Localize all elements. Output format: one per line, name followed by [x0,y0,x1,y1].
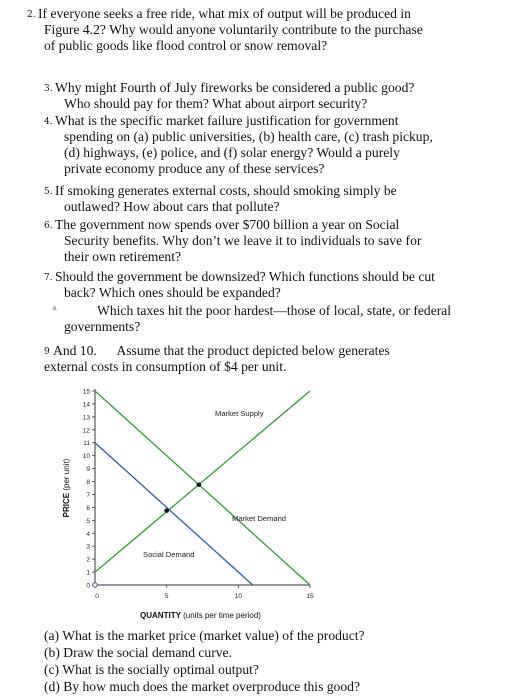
x-axis-label-bold: QUANTITY [140,611,181,620]
question-line: If smoking generates external costs, should smoking simply be [55,183,397,198]
y-tick-label: 8 [86,479,90,487]
x-tick-label: 0 [95,593,99,600]
question-number: 8. [53,306,58,312]
question-line: The government now spends over $700 billion a year on Social [55,217,400,232]
question-line: private economy produce any of these services? [64,161,325,176]
y-tick-label: 7 [86,491,90,499]
series-label: Market Supply [215,409,264,418]
y-tick-label: 4 [86,530,90,538]
y-tick-label: 2 [86,556,90,564]
y-tick-label: 12 [82,427,90,435]
question-number: 7. [44,273,53,283]
question-line: Figure 4.2? Why would anyone voluntarily contribute to the purchase [44,22,423,37]
question-number: 3. [44,84,53,94]
sub-question-b: (b) Draw the social demand curve. [44,645,232,660]
y-tick-label: 5 [86,517,90,525]
question-line: back? Which ones should be expanded? [64,285,281,300]
question-line: outlawed? How about cars that pollute? [64,199,280,214]
x-axis-label-rest: (units per time period) [180,611,261,620]
y-axis-label-rest: (per unit) [62,458,71,493]
question-line: And 10. Assume that the product depicted below generates [53,343,390,358]
series-label: Social Demand [143,550,195,559]
x-axis-label [140,611,261,620]
question-line: external costs in consumption of $4 per unit. [44,359,287,374]
y-tick-label: 0 [86,582,90,590]
x-tick-label: 15 [306,593,314,600]
y-tick-label: 6 [86,504,90,512]
series-line-social-demand [95,443,253,585]
question-line: Security benefits. Why don’t we leave it to individuals to save for [64,233,422,248]
question-number: 5. [44,187,53,197]
question-number: 4. [44,117,53,127]
y-tick-label: 3 [86,543,90,551]
y-tick-label: 14 [82,401,90,409]
question-line: Should the government be downsized? Which functions should be cut [55,269,435,284]
series-line-market-demand [95,391,310,585]
question-number: 6. [44,221,53,231]
y-tick-label: 11 [83,440,90,448]
question-line: of public goods like flood control or snow removal? [44,38,328,53]
question-line: Which taxes hit the poor hardest—those of local, state, or federal [97,303,452,318]
origin-point [93,583,97,587]
sub-question-c: (c) What is the socially optimal output? [44,662,259,677]
question-number: 2. [27,10,36,20]
question-line: their own retirement? [64,249,182,264]
sub-question-a: (a) What is the market price (market value) of the product? [44,628,365,643]
question-line: Why might Fourth of July fireworks be considered a public good? [55,80,415,95]
y-axis-label-bold: PRICE [62,492,71,518]
intersection-point [164,508,169,513]
y-tick-label: 15 [82,388,90,396]
y-tick-label: 9 [86,466,90,474]
question-line: If everyone seeks a free ride, what mix of output will be produced in [38,6,411,21]
question-number: 9 [44,347,50,357]
question-line: What is the specific market failure justification for government [55,113,399,128]
sub-question-d: (d) By how much does the market overproduce this good? [44,679,360,694]
y-axis-label [62,458,71,517]
x-tick-label: 5 [164,593,169,600]
y-tick-label: 13 [82,414,90,422]
series-line-market-supply [95,391,310,572]
y-tick-label: 10 [82,453,90,461]
series-label: Market Demand [232,514,287,523]
question-line: spending on (a) public universities, (b) health care, (c) trash pickup, [64,129,433,144]
x-tick-label: 10 [234,593,242,600]
question-line: Who should pay for them? What about airport security? [64,96,368,111]
question-line: (d) highways, (e) police, and (f) solar energy? Would a purely [64,145,400,160]
question-line: governments? [64,319,141,334]
y-tick-label: 1 [86,569,90,577]
intersection-point [197,482,202,487]
